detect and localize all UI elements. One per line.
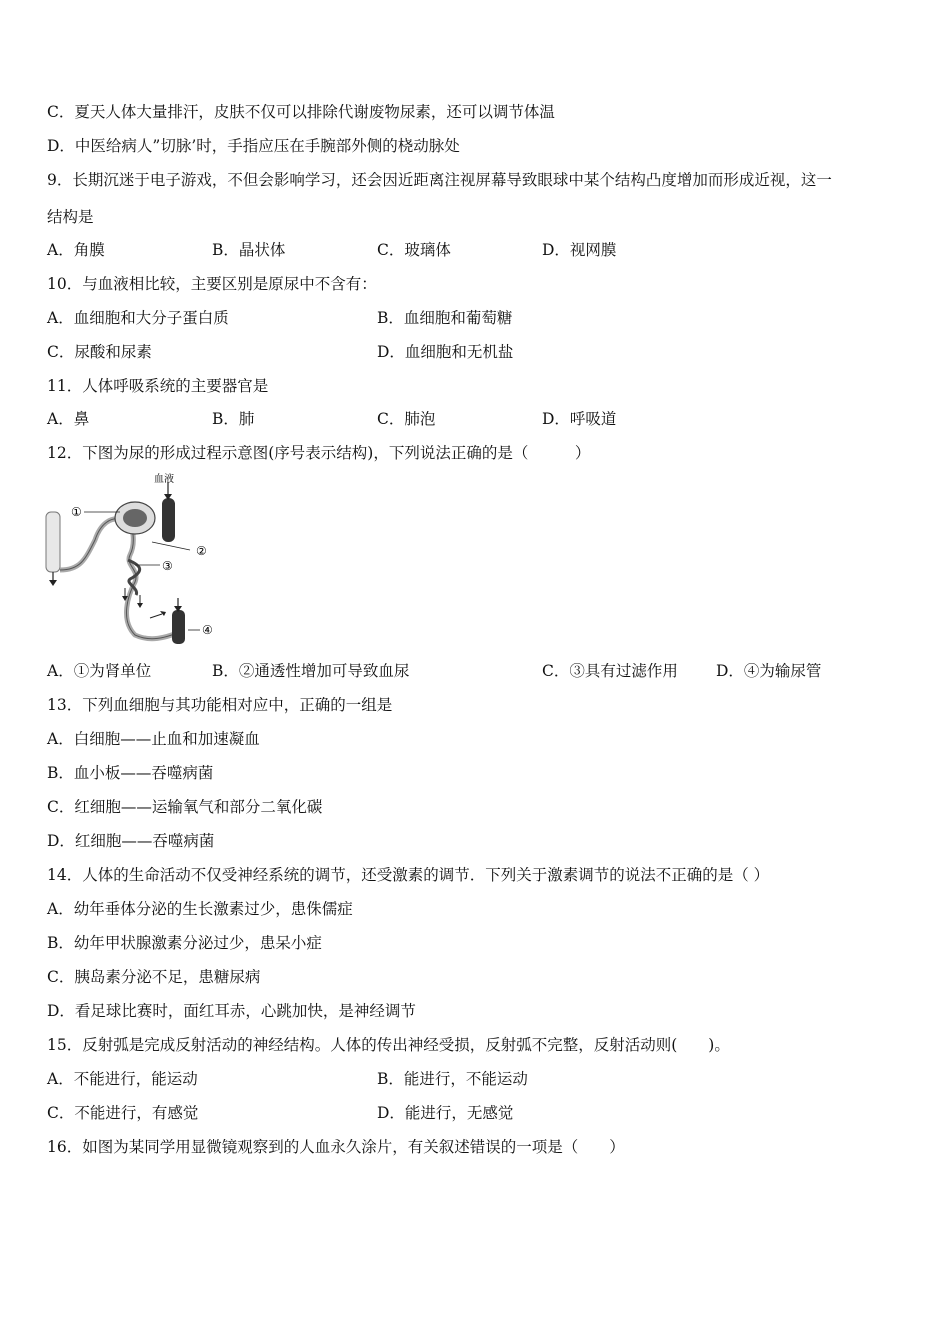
question-15-stem: 15．反射弧是完成反射活动的神经结构。人体的传出神经受损，反射弧不完整，反射活动则( )。 <box>47 1036 730 1054</box>
question-13-stem: 13．下列血细胞与其功能相对应中，正确的一组是 <box>47 696 393 714</box>
question-12-stem: 12．下图为尿的形成过程示意图(序号表示结构)，下列说法正确的是（ ） <box>47 444 591 462</box>
q14-option-d[interactable]: D．看足球比赛时，面红耳赤，心跳加快，是神经调节 <box>47 1002 416 1020</box>
q9-option-a[interactable]: A．角膜 <box>47 241 105 259</box>
q15-option-c[interactable]: C．不能进行，有感觉 <box>47 1104 199 1122</box>
label-1: ① <box>71 505 82 519</box>
q14-option-b[interactable]: B．幼年甲状腺激素分泌过少，患呆小症 <box>47 934 322 952</box>
q10-option-d[interactable]: D．血细胞和无机盐 <box>377 343 514 361</box>
question-9-stem-cont: 结构是 <box>47 208 94 226</box>
q10-option-b[interactable]: B．血细胞和葡萄糖 <box>377 309 513 327</box>
q10-option-c[interactable]: C．尿酸和尿素 <box>47 343 152 361</box>
label-4: ④ <box>202 623 213 637</box>
label-3: ③ <box>162 559 173 573</box>
option-c-line: C．夏天人体大量排汗，皮肤不仅可以排除代谢废物尿素，还可以调节体温 <box>47 103 555 121</box>
q12-option-d[interactable]: D．④为输尿管 <box>716 662 822 680</box>
q11-option-d[interactable]: D．呼吸道 <box>542 410 617 428</box>
option-d-line: D．中医给病人”切脉’时，手指应压在手腕部外侧的桡动脉处 <box>47 137 460 155</box>
urine-formation-diagram <box>40 470 240 650</box>
blood-label: 血液 <box>154 474 174 485</box>
question-10-stem: 10．与血液相比较，主要区别是原尿中不含有： <box>47 275 377 293</box>
q14-option-a[interactable]: A．幼年垂体分泌的生长激素过少，患侏儒症 <box>47 900 353 918</box>
label-2: ② <box>196 544 207 558</box>
q13-option-b[interactable]: B．血小板——吞噬病菌 <box>47 764 214 782</box>
q15-option-b[interactable]: B．能进行，不能运动 <box>377 1070 528 1088</box>
question-14-stem: 14．人体的生命活动不仅受神经系统的调节，还受激素的调节．下列关于激素调节的说法不正确的是（ ） <box>47 866 770 884</box>
question-16-stem: 16．如图为某同学用显微镜观察到的人血永久涂片，有关叙述错误的一项是（ ） <box>47 1138 625 1156</box>
question-11-stem: 11．人体呼吸系统的主要器官是 <box>47 377 269 395</box>
q15-option-d[interactable]: D．能进行，无感觉 <box>377 1104 514 1122</box>
q9-option-b[interactable]: B．晶状体 <box>212 241 286 259</box>
question-9-stem: 9．长期沉迷于电子游戏，不但会影响学习，还会因近距离注视屏幕导致眼球中某个结构凸度增加而形成近视，这一 <box>47 171 832 189</box>
q10-option-a[interactable]: A．血细胞和大分子蛋白质 <box>47 309 229 327</box>
q11-option-c[interactable]: C．肺泡 <box>377 410 436 428</box>
q13-option-a[interactable]: A．白细胞——止血和加速凝血 <box>47 730 260 748</box>
q14-option-c[interactable]: C．胰岛素分泌不足，患糖尿病 <box>47 968 261 986</box>
q12-option-c[interactable]: C．③具有过滤作用 <box>542 662 678 680</box>
q9-option-c[interactable]: C．玻璃体 <box>377 241 451 259</box>
q15-option-a[interactable]: A．不能进行，能运动 <box>47 1070 198 1088</box>
q11-option-a[interactable]: A．鼻 <box>47 410 90 428</box>
q11-option-b[interactable]: B．肺 <box>212 410 255 428</box>
renal-tubule-shape <box>60 519 180 639</box>
collecting-duct-shape <box>46 512 60 572</box>
q12-option-b[interactable]: B．②通透性增加可导致血尿 <box>212 662 410 680</box>
q13-option-d[interactable]: D．红细胞——吞噬病菌 <box>47 832 215 850</box>
blood-vessel-shape <box>162 498 175 542</box>
q12-option-a[interactable]: A．①为肾单位 <box>47 662 152 680</box>
q13-option-c[interactable]: C．红细胞——运输氧气和部分二氧化碳 <box>47 798 323 816</box>
q9-option-d[interactable]: D．视网膜 <box>542 241 617 259</box>
